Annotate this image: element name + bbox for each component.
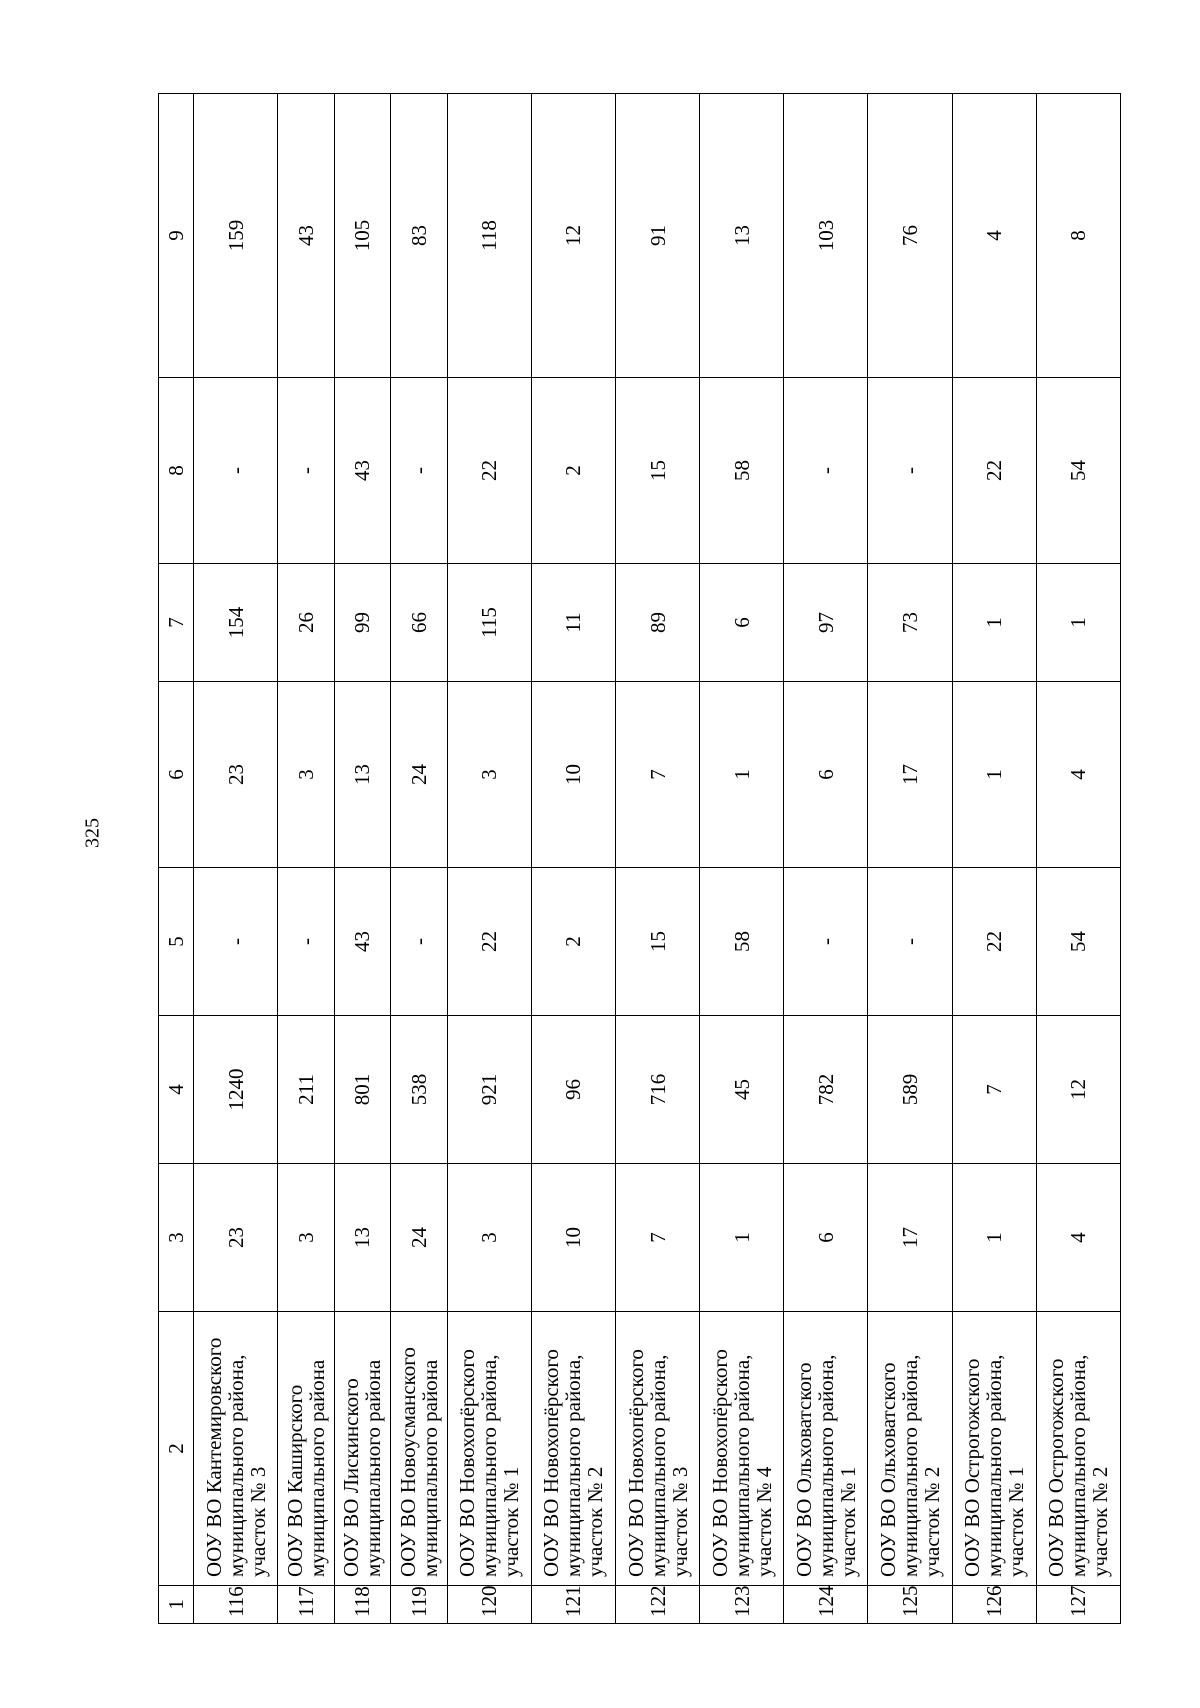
row-number-cell: 126 xyxy=(952,1586,1036,1624)
value-cell-col-8: 54 xyxy=(1036,378,1120,564)
value-cell-col-6: 23 xyxy=(194,682,278,868)
value-cell-col-3: 4 xyxy=(1036,1164,1120,1312)
row-number-cell: 122 xyxy=(616,1586,700,1624)
value-cell-col-4: 12 xyxy=(1036,1016,1120,1164)
value-cell-col-8: 15 xyxy=(616,378,700,564)
value-cell-col-5: - xyxy=(278,868,335,1016)
table-row xyxy=(700,94,784,1624)
column-header-4: 4 xyxy=(159,1016,194,1164)
value-cell-col-6: 7 xyxy=(616,682,700,868)
value-cell-col-5: 2 xyxy=(531,868,615,1016)
data-table xyxy=(158,93,1121,1624)
value-cell-col-3: 3 xyxy=(278,1164,335,1312)
organization-name-cell: ООУ ВО Новохопёрского муниципального района, участок № 1 xyxy=(447,1312,531,1586)
value-cell-col-7: 99 xyxy=(334,564,391,682)
value-cell-col-8: 2 xyxy=(531,378,615,564)
value-cell-col-7: 73 xyxy=(868,564,952,682)
organization-name-cell: ООУ ВО Ольховатского муниципального района, участок № 1 xyxy=(784,1312,868,1586)
value-cell-col-8: 22 xyxy=(447,378,531,564)
value-cell-col-9: 4 xyxy=(952,94,1036,378)
organization-name-cell: ООУ ВО Ольховатского муниципального района, участок № 2 xyxy=(868,1312,952,1586)
value-cell-col-8: - xyxy=(391,378,448,564)
value-cell-col-7: 6 xyxy=(700,564,784,682)
value-cell-col-3: 7 xyxy=(616,1164,700,1312)
value-cell-col-7: 66 xyxy=(391,564,448,682)
table-row xyxy=(194,94,278,1624)
table-row xyxy=(278,94,335,1624)
table-body xyxy=(194,94,1121,1624)
value-cell-col-3: 24 xyxy=(391,1164,448,1312)
table-row xyxy=(868,94,952,1624)
value-cell-col-6: 4 xyxy=(1036,682,1120,868)
organization-name-cell: ООУ ВО Кантемировского муниципального района, участок № 3 xyxy=(194,1312,278,1586)
value-cell-col-4: 921 xyxy=(447,1016,531,1164)
column-header-9: 9 xyxy=(159,94,194,378)
value-cell-col-5: 15 xyxy=(616,868,700,1016)
value-cell-col-5: 22 xyxy=(952,868,1036,1016)
value-cell-col-6: 1 xyxy=(952,682,1036,868)
table-wrapper xyxy=(158,94,1121,1624)
table-row xyxy=(447,94,531,1624)
value-cell-col-3: 6 xyxy=(784,1164,868,1312)
value-cell-col-9: 76 xyxy=(868,94,952,378)
value-cell-col-8: - xyxy=(194,378,278,564)
value-cell-col-7: 1 xyxy=(1036,564,1120,682)
value-cell-col-9: 103 xyxy=(784,94,868,378)
value-cell-col-7: 89 xyxy=(616,564,700,682)
table-row xyxy=(531,94,615,1624)
value-cell-col-3: 10 xyxy=(531,1164,615,1312)
column-header-5: 5 xyxy=(159,868,194,1016)
row-number-cell: 125 xyxy=(868,1586,952,1624)
row-number-cell: 120 xyxy=(447,1586,531,1624)
value-cell-col-4: 538 xyxy=(391,1016,448,1164)
value-cell-col-3: 1 xyxy=(700,1164,784,1312)
organization-name-cell: ООУ ВО Новохопёрского муниципального района, участок № 3 xyxy=(616,1312,700,1586)
value-cell-col-8: - xyxy=(278,378,335,564)
row-number-cell: 117 xyxy=(278,1586,335,1624)
value-cell-col-8: 58 xyxy=(700,378,784,564)
row-number-cell: 124 xyxy=(784,1586,868,1624)
value-cell-col-3: 23 xyxy=(194,1164,278,1312)
table-row xyxy=(1036,94,1120,1624)
value-cell-col-7: 97 xyxy=(784,564,868,682)
value-cell-col-4: 45 xyxy=(700,1016,784,1164)
value-cell-col-7: 11 xyxy=(531,564,615,682)
column-header-1: 1 xyxy=(159,1586,194,1624)
value-cell-col-9: 8 xyxy=(1036,94,1120,378)
value-cell-col-5: - xyxy=(784,868,868,1016)
value-cell-col-9: 91 xyxy=(616,94,700,378)
row-number-cell: 119 xyxy=(391,1586,448,1624)
value-cell-col-8: - xyxy=(784,378,868,564)
table-row xyxy=(334,94,391,1624)
value-cell-col-8: - xyxy=(868,378,952,564)
row-number-cell: 118 xyxy=(334,1586,391,1624)
value-cell-col-6: 13 xyxy=(334,682,391,868)
organization-name-cell: ООУ ВО Новохопёрского муниципального района, участок № 2 xyxy=(531,1312,615,1586)
value-cell-col-9: 159 xyxy=(194,94,278,378)
row-number-cell: 116 xyxy=(194,1586,278,1624)
value-cell-col-9: 105 xyxy=(334,94,391,378)
value-cell-col-9: 12 xyxy=(531,94,615,378)
column-header-8: 8 xyxy=(159,378,194,564)
value-cell-col-6: 3 xyxy=(278,682,335,868)
value-cell-col-3: 3 xyxy=(447,1164,531,1312)
organization-name-cell: ООУ ВО Новоусманского муниципального района xyxy=(391,1312,448,1586)
value-cell-col-7: 1 xyxy=(952,564,1036,682)
value-cell-col-9: 118 xyxy=(447,94,531,378)
value-cell-col-4: 589 xyxy=(868,1016,952,1164)
value-cell-col-4: 96 xyxy=(531,1016,615,1164)
table-row xyxy=(391,94,448,1624)
value-cell-col-3: 13 xyxy=(334,1164,391,1312)
value-cell-col-6: 1 xyxy=(700,682,784,868)
value-cell-col-3: 1 xyxy=(952,1164,1036,1312)
value-cell-col-5: - xyxy=(391,868,448,1016)
organization-name-cell: ООУ ВО Новохопёрского муниципального района, участок № 4 xyxy=(700,1312,784,1586)
value-cell-col-5: 58 xyxy=(700,868,784,1016)
value-cell-col-6: 10 xyxy=(531,682,615,868)
value-cell-col-3: 17 xyxy=(868,1164,952,1312)
value-cell-col-4: 7 xyxy=(952,1016,1036,1164)
value-cell-col-5: - xyxy=(868,868,952,1016)
value-cell-col-4: 716 xyxy=(616,1016,700,1164)
value-cell-col-7: 26 xyxy=(278,564,335,682)
value-cell-col-8: 43 xyxy=(334,378,391,564)
value-cell-col-5: 43 xyxy=(334,868,391,1016)
value-cell-col-6: 24 xyxy=(391,682,448,868)
column-header-3: 3 xyxy=(159,1164,194,1312)
row-number-cell: 127 xyxy=(1036,1586,1120,1624)
value-cell-col-6: 3 xyxy=(447,682,531,868)
value-cell-col-4: 1240 xyxy=(194,1016,278,1164)
value-cell-col-6: 17 xyxy=(868,682,952,868)
value-cell-col-7: 115 xyxy=(447,564,531,682)
column-header-2: 2 xyxy=(159,1312,194,1586)
value-cell-col-9: 13 xyxy=(700,94,784,378)
table-row xyxy=(784,94,868,1624)
organization-name-cell: ООУ ВО Острогожского муниципального района, участок № 1 xyxy=(952,1312,1036,1586)
row-number-cell: 121 xyxy=(531,1586,615,1624)
value-cell-col-4: 211 xyxy=(278,1016,335,1164)
table-header-row xyxy=(159,94,194,1624)
value-cell-col-5: 22 xyxy=(447,868,531,1016)
table-row xyxy=(952,94,1036,1624)
table-row xyxy=(616,94,700,1624)
column-header-7: 7 xyxy=(159,564,194,682)
value-cell-col-4: 801 xyxy=(334,1016,391,1164)
column-header-6: 6 xyxy=(159,682,194,868)
value-cell-col-9: 83 xyxy=(391,94,448,378)
organization-name-cell: ООУ ВО Лискинского муниципального района xyxy=(334,1312,391,1586)
value-cell-col-5: 54 xyxy=(1036,868,1120,1016)
organization-name-cell: ООУ ВО Каширского муниципального района xyxy=(278,1312,335,1586)
page-number: 325 xyxy=(81,818,104,848)
value-cell-col-4: 782 xyxy=(784,1016,868,1164)
value-cell-col-8: 22 xyxy=(952,378,1036,564)
value-cell-col-9: 43 xyxy=(278,94,335,378)
rotated-table-container xyxy=(158,94,1121,1624)
value-cell-col-6: 6 xyxy=(784,682,868,868)
organization-name-cell: ООУ ВО Острогожского муниципального района, участок № 2 xyxy=(1036,1312,1120,1586)
row-number-cell: 123 xyxy=(700,1586,784,1624)
value-cell-col-5: - xyxy=(194,868,278,1016)
value-cell-col-7: 154 xyxy=(194,564,278,682)
